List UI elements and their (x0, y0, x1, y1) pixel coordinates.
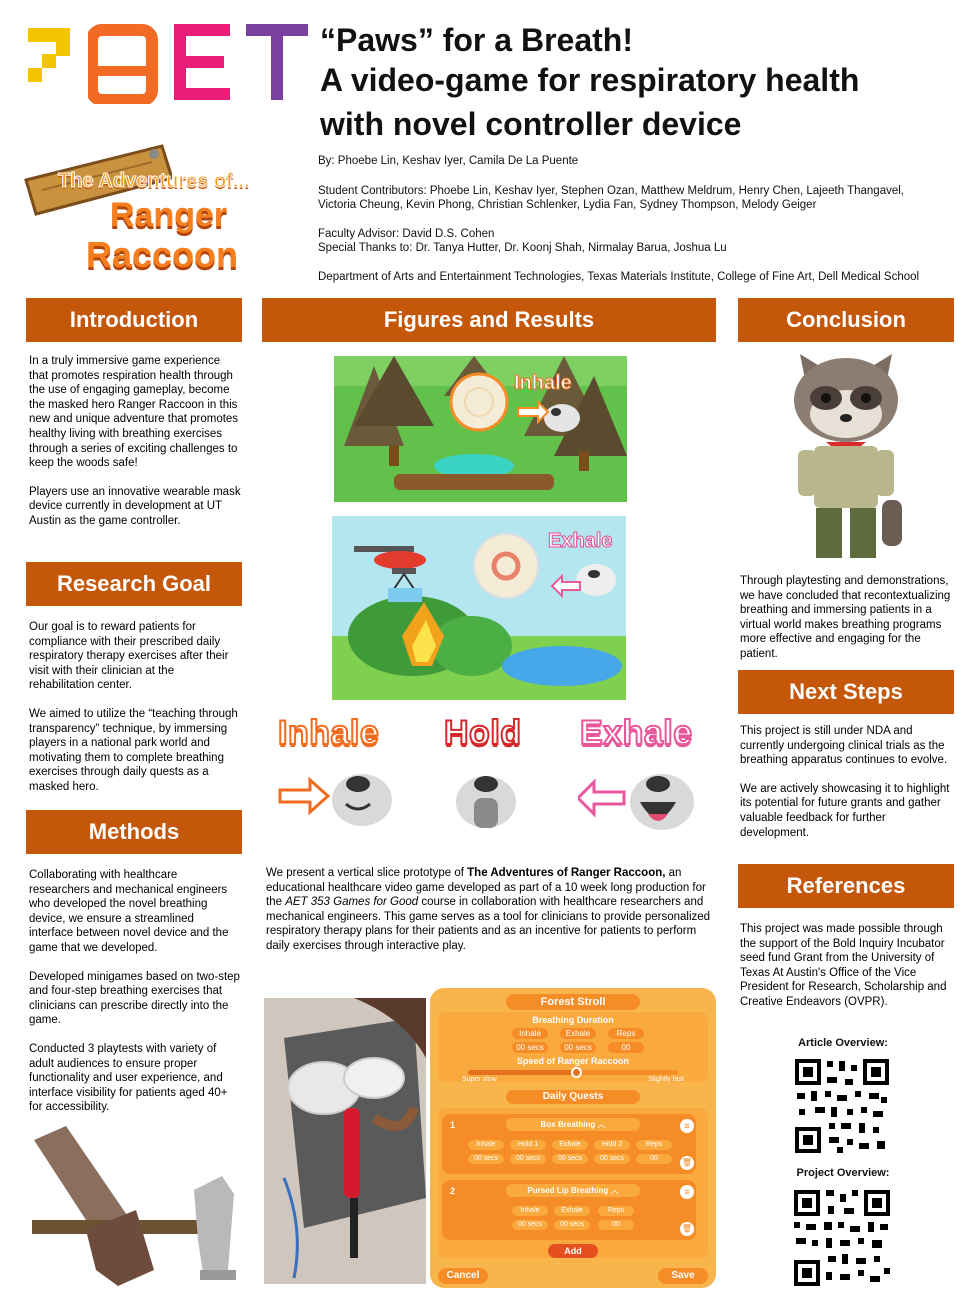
hold-nose-icon (446, 762, 526, 834)
duration-box (438, 1012, 708, 1082)
figures-desc-c: course in collaboration with healthcare researchers and mechanical engineers. This game serves as a tool for clinicians to provide personalized respiratory therapy plans for their patients and as an incentive for patients to perform daily exercises through interactive play. (266, 896, 711, 952)
add-quest-button[interactable]: Add (548, 1244, 598, 1258)
methods-p1: Collaborating with healthcare researchers and mechanical engineers who developed the novel breathing device, we ensure a streamlined interface between novel device and the game that we developed. (29, 869, 229, 954)
game-logo-line-1: The Adventures of... (58, 170, 250, 192)
introduction-body (29, 354, 241, 543)
project-qr-code[interactable] (792, 1188, 892, 1288)
figures-desc-a: We present a vertical slice prototype of (266, 867, 468, 879)
project-overview-label: Project Overview: (796, 1167, 890, 1179)
exhale-nose-icon (578, 762, 698, 838)
menu-icon[interactable]: ≡ (680, 1185, 694, 1199)
quest-name: Pursed Lip Breathing (527, 1186, 609, 1195)
next-steps-p2: We are actively showcasing it to highlight its potential for future grants and gather valuable feedback for further development. (740, 782, 950, 839)
duration-inhale-input[interactable]: 00 secs (512, 1042, 548, 1053)
trash-icon[interactable]: 🗑 (680, 1222, 694, 1236)
q2-reps-input[interactable]: 00 (598, 1220, 634, 1230)
quest-name-dropdown[interactable] (506, 1118, 640, 1131)
inhale-label: Inhale (514, 372, 572, 394)
research-goal-p1: Our goal is to reward patients for compliance with their prescribed daily respiratory therapy exercises after their visit with their clinician at the rehabilitation center. (29, 621, 229, 692)
duration-reps-input[interactable]: 00 (608, 1042, 644, 1053)
aet-letter-a (92, 30, 152, 100)
daily-quests-label: Daily Quests (506, 1090, 640, 1104)
article-overview-label: Article Overview: (798, 1037, 888, 1049)
q1-col-exhale: Exhale (552, 1140, 588, 1150)
quest-name-dropdown[interactable] (506, 1184, 640, 1197)
methods-p3: Conducted 3 playtests with variety of adult audiences to ensure proper functionality and user experience, and interface visibility for patients aged 40+ for accessibility. (29, 1042, 228, 1114)
speed-slider-knob[interactable] (571, 1067, 582, 1078)
game-logo-line-2: Ranger (110, 196, 228, 234)
arrow-icon (22, 24, 84, 84)
speed-max-label: Slightly fast (648, 1076, 684, 1083)
research-goal-p2: We aimed to utilize the “teaching through transparency” technique, by immersing players in a national park world and motivating them to complete breathing exercises through daily quests as a masked hero. (29, 707, 238, 793)
figures-desc-italic: AET 353 Games for Good (285, 896, 419, 909)
title-line-1: “Paws” for a Breath! (320, 22, 633, 58)
research-goal-heading: Research Goal (26, 562, 242, 606)
title-line-2: A video-game for respiratory health (320, 62, 860, 98)
raccoon-character (786, 350, 906, 564)
introduction-p2: Players use an innovative wearable mask device currently in development at UT Austin as the game controller. (29, 485, 241, 527)
breath-label-inhale: Inhale (278, 714, 380, 752)
references-heading: References (738, 864, 954, 908)
methods-body (29, 868, 241, 1129)
methods-heading: Methods (26, 810, 242, 854)
trash-icon[interactable]: 🗑 (680, 1156, 694, 1170)
q1-hold2-input[interactable]: 00 secs (594, 1154, 630, 1164)
q1-inhale-input[interactable]: 00 secs (468, 1154, 504, 1164)
game-logo-line-3: Raccoon (86, 234, 239, 275)
quest-row (442, 1114, 696, 1174)
settings-panel (430, 988, 716, 1288)
gameplay-exhale-screenshot (332, 516, 626, 700)
q2-col-inhale: Inhale (512, 1206, 548, 1216)
conclusion-p1: Through playtesting and demonstrations, we have concluded that recontextualizing breathing and immersing patients in a virtual world makes breathing programs more effective and engaging for the patient. (740, 575, 951, 660)
q1-col-hold1: Hold 1 (510, 1140, 546, 1150)
quests-box (438, 1108, 708, 1258)
special-thanks: Special Thanks to: Dr. Tanya Hutter, Dr. Koonj Shah, Nirmalay Barua, Joshua Lu (318, 242, 727, 254)
speed-label: Speed of Ranger Raccoon (516, 1056, 630, 1066)
chevron-up-icon: ︿ (610, 1186, 619, 1195)
references-p1: This project was made possible through the support of the Bold Inquiry Incubator seed fund Grant from the University of Texas At Austin's Office of the Vice President for Research, Scholarship and Creative Endeavors (OVPR). (740, 923, 947, 1008)
next-steps-body (740, 724, 954, 854)
breath-label-exhale: Exhale (580, 714, 693, 752)
exhale-label: Exhale (548, 530, 613, 552)
duration-col-inhale: Inhale (512, 1028, 548, 1039)
next-steps-p1: This project is still under NDA and currently undergoing clinical trials as the breathing apparatus continues to evolve. (740, 725, 948, 767)
q1-col-reps: Reps (636, 1140, 672, 1150)
cancel-button[interactable]: Cancel (438, 1268, 488, 1284)
q1-reps-input[interactable]: 00 (636, 1154, 672, 1164)
conclusion-body (740, 574, 954, 676)
duration-col-exhale: Exhale (560, 1028, 596, 1039)
department: Department of Arts and Entertainment Technologies, Texas Materials Institute, College of Fine Art, Dell Medical School (318, 271, 920, 283)
q2-col-reps: Reps (598, 1206, 634, 1216)
introduction-heading: Introduction (26, 298, 242, 342)
figures-desc-bold: The Adventures of Ranger Raccoon, (467, 867, 666, 879)
speed-slider-track[interactable] (468, 1070, 678, 1075)
references-body (740, 922, 954, 1024)
duration-exhale-input[interactable]: 00 secs (560, 1042, 596, 1053)
q2-inhale-input[interactable]: 00 secs (512, 1220, 548, 1230)
menu-icon[interactable]: ≡ (680, 1119, 694, 1133)
figures-description (266, 866, 718, 954)
gameplay-inhale-screenshot (334, 356, 627, 502)
q2-exhale-input[interactable]: 00 secs (554, 1220, 590, 1230)
next-steps-heading: Next Steps (738, 670, 954, 714)
quest-name: Box Breathing (540, 1120, 596, 1129)
settings-title: Forest Stroll (506, 994, 640, 1010)
contributors-line-2: Victoria Cheung, Kevin Phong, Christian Schlenker, Lydia Fan, Sydney Thompson, Melody Geiger (318, 199, 817, 211)
faculty-advisor: Faculty Advisor: David D.S. Cohen (318, 228, 495, 240)
methods-p2: Developed minigames based on two-step and four-step breathing exercises that clinicians can prescribe directly into the game. (29, 970, 240, 1027)
q1-exhale-input[interactable]: 00 secs (552, 1154, 588, 1164)
title-line-3: with novel controller device (320, 106, 742, 142)
introduction-p1: In a truly immersive game experience that promotes respiration health through the use of engaging gameplay, become the masked hero Ranger Raccoon in this new and unique adventure that promotes healthy living with breathing exercises through a series of exciting challenges to keep the woods safe! (29, 355, 239, 470)
q1-col-inhale: Inhale (468, 1140, 504, 1150)
quest-number: 2 (450, 1186, 456, 1196)
research-goal-body (29, 620, 241, 809)
device-photo (264, 998, 426, 1284)
figures-heading: Figures and Results (262, 298, 716, 342)
figures-desc-b: an educational healthcare video game developed as part of a 10 week long production for the (266, 867, 706, 909)
q2-col-exhale: Exhale (554, 1206, 590, 1216)
save-button[interactable]: Save (658, 1268, 708, 1284)
conclusion-heading: Conclusion (738, 298, 954, 342)
contributors-line-1: Student Contributors: Phoebe Lin, Keshav Iyer, Stephen Ozan, Matthew Meldrum, Henry Chen, Lajeeth Thangavel, (318, 185, 904, 197)
chevron-up-icon: ︿ (597, 1120, 606, 1129)
hammer-icon (26, 1120, 246, 1290)
q1-col-hold2: Hold 2 (594, 1140, 630, 1150)
speed-slider-fill (468, 1070, 577, 1075)
article-qr-code[interactable] (793, 1057, 891, 1155)
duration-label: Breathing Duration (532, 1015, 614, 1025)
q1-hold1-input[interactable]: 00 secs (510, 1154, 546, 1164)
authors: By: Phoebe Lin, Keshav Iyer, Camila De La Puente (318, 155, 579, 167)
quest-number: 1 (450, 1120, 456, 1130)
quest-row (442, 1180, 696, 1240)
breath-label-hold: Hold (444, 714, 522, 752)
inhale-nose-icon (276, 760, 396, 830)
speed-min-label: Super slow (462, 1076, 497, 1083)
duration-col-reps: Reps (608, 1028, 644, 1039)
